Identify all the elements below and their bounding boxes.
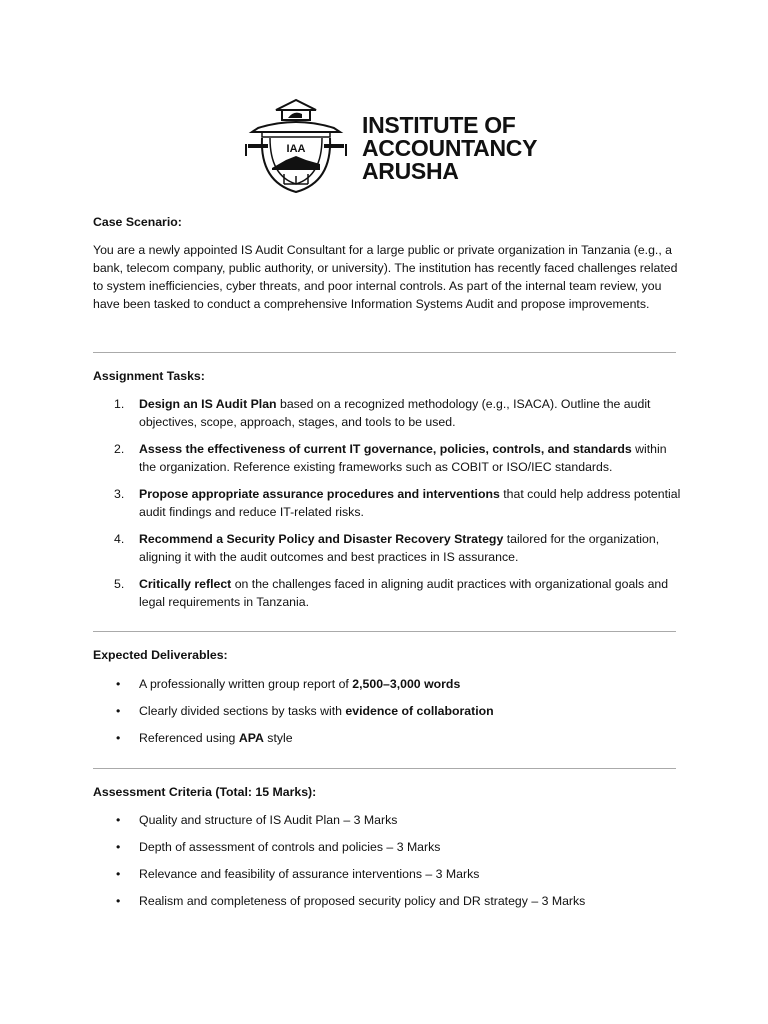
criteria-text: Realism and completeness of proposed security policy and DR strategy – 3 Marks [139,894,586,908]
task-title: Critically reflect [139,577,232,591]
task-title: Recommend a Security Policy and Disaster Recovery Strategy [139,532,504,546]
task-item [114,485,684,521]
bullet-icon: • [116,813,121,827]
task-number: 1. [114,397,125,411]
bullet-icon: • [116,840,121,854]
deliverable-emphasis: APA [238,731,264,745]
criteria-item [116,838,440,856]
assignment-tasks-heading: Assignment Tasks: [93,369,205,383]
task-number: 4. [114,532,125,546]
task-title: Assess the effectiveness of current IT governance, policies, controls, and standards [139,442,632,456]
bullet-icon: • [116,894,121,908]
task-description: tailored for the organization, aligning it with the audit outcomes and best practices in IS assurance. [139,532,660,564]
task-description: on the challenges faced in aligning audit practices with organizational goals and legal requirements in Tanzania. [139,577,669,609]
task-title: Propose appropriate assurance procedures and interventions [139,487,500,501]
bullet-icon: • [116,704,121,718]
task-item [114,575,684,611]
task-description: that could help address potential audit findings and reduce IT-related risks. [139,487,681,519]
assessment-criteria-heading: Assessment Criteria (Total: 15 Marks): [93,785,317,799]
task-item [114,440,684,476]
case-scenario-heading: Case Scenario: [93,215,182,229]
logo-line: INSTITUTE OF [362,112,516,138]
bullet-icon: • [116,677,121,691]
deliverables-heading: Expected Deliverables: [93,648,228,662]
task-description: within the organization. Reference existing frameworks such as COBIT or ISO/IEC standards. [139,442,667,474]
deliverable-item [116,675,460,693]
case-scenario-text: You are a newly appointed IS Audit Consultant for a large public or private organization in Tanzania (e.g., a bank, telecom company, public authority, or university). The institution has recently faced challenges related to system inefficiencies, cyber threats, and poor internal controls. As part of the internal team review, you have been tasked to conduct a comprehensive Information Systems Audit and propose improvements. [93,243,678,311]
divider [93,631,676,632]
deliverable-text: style [263,731,293,745]
task-description: based on a recognized methodology (e.g., ISACA). Outline the audit objectives, scope, approach, stages, and tools to be used. [139,397,651,429]
criteria-item [116,892,585,910]
deliverable-item [116,702,494,720]
task-title: Design an IS Audit Plan [139,397,277,411]
institution-name-logo [362,114,537,183]
logo-line: ARUSHA [362,158,459,184]
logo-line: ACCOUNTANCY [362,135,538,161]
criteria-item [116,811,397,829]
criteria-item [116,865,479,883]
task-item [114,395,684,431]
emblem-iaa-text: IAA [286,143,306,155]
bullet-icon: • [116,731,121,745]
deliverable-emphasis: evidence of collaboration [345,704,494,718]
deliverable-item [116,729,293,747]
criteria-text: Quality and structure of IS Audit Plan – 3 Marks [139,813,398,827]
deliverable-emphasis: 2,500–3,000 words [352,677,461,691]
iaa-emblem-logo [240,98,352,196]
divider [93,768,676,769]
criteria-text: Depth of assessment of controls and policies – 3 Marks [139,840,441,854]
criteria-text: Relevance and feasibility of assurance interventions – 3 Marks [139,867,480,881]
task-item [114,530,684,566]
task-number: 2. [114,442,125,456]
deliverable-text: A professionally written group report of [139,677,353,691]
divider [93,352,676,353]
task-number: 3. [114,487,125,501]
bullet-icon: • [116,867,121,881]
deliverable-text: Referenced using [139,731,239,745]
deliverable-text: Clearly divided sections by tasks with [139,704,346,718]
task-number: 5. [114,577,125,591]
